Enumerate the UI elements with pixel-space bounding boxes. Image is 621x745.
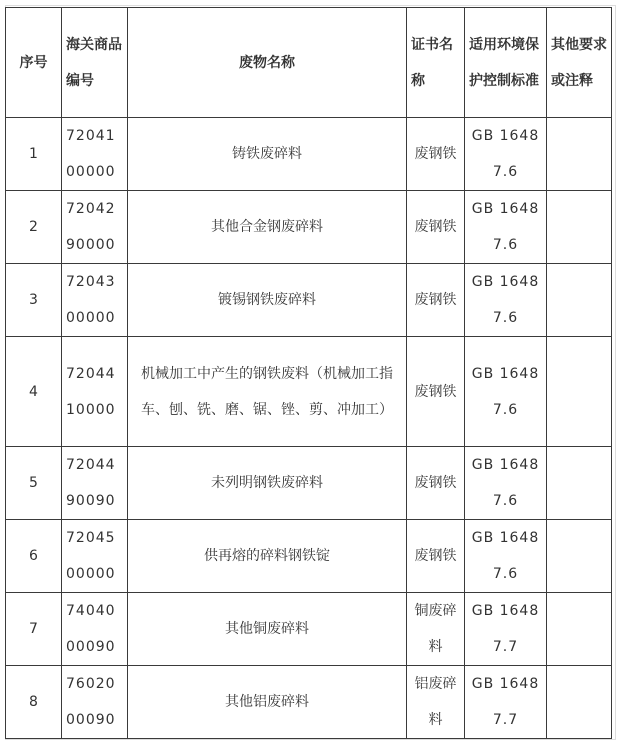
cell-waste-name: 镀锡钢铁废碎料 <box>128 264 407 337</box>
table-row <box>6 447 612 520</box>
cell-customs-code: 7204410000 <box>62 337 128 447</box>
cell-customs-code: 7602000090 <box>62 666 128 739</box>
table-header-row <box>6 8 612 118</box>
cell-environmental-standard: GB 16487.6 <box>465 337 547 447</box>
cell-waste-name: 未列明钢铁废碎料 <box>128 447 407 520</box>
table-row <box>6 666 612 739</box>
cell-waste-name: 其他合金钢废碎料 <box>128 191 407 264</box>
cell-environmental-standard: GB 16487.6 <box>465 264 547 337</box>
cell-environmental-standard: GB 16487.6 <box>465 191 547 264</box>
table-row <box>6 264 612 337</box>
cell-index: 6 <box>6 520 62 593</box>
cell-other-notes <box>547 264 612 337</box>
cell-index: 4 <box>6 337 62 447</box>
table-row <box>6 520 612 593</box>
table-row <box>6 118 612 191</box>
cell-waste-name: 其他铝废碎料 <box>128 666 407 739</box>
header-environmental-standard: 适用环境保护控制标准 <box>465 8 547 118</box>
cell-index: 5 <box>6 447 62 520</box>
cell-environmental-standard: GB 16487.6 <box>465 520 547 593</box>
table-row <box>6 593 612 666</box>
cell-certificate-name: 废钢铁 <box>407 264 465 337</box>
cell-customs-code: 7204100000 <box>62 118 128 191</box>
cell-index: 2 <box>6 191 62 264</box>
cell-environmental-standard: GB 16487.7 <box>465 666 547 739</box>
cell-waste-name: 铸铁废碎料 <box>128 118 407 191</box>
cell-other-notes <box>547 447 612 520</box>
cell-customs-code: 7204290000 <box>62 191 128 264</box>
cell-certificate-name: 废钢铁 <box>407 520 465 593</box>
header-other-notes: 其他要求或注释 <box>547 8 612 118</box>
cell-index: 1 <box>6 118 62 191</box>
cell-index: 7 <box>6 593 62 666</box>
cell-customs-code: 7204300000 <box>62 264 128 337</box>
header-customs-code: 海关商品编号 <box>62 8 128 118</box>
cell-index: 3 <box>6 264 62 337</box>
cell-customs-code: 7404000090 <box>62 593 128 666</box>
cell-certificate-name: 废钢铁 <box>407 191 465 264</box>
cell-environmental-standard: GB 16487.6 <box>465 118 547 191</box>
cell-environmental-standard: GB 16487.7 <box>465 593 547 666</box>
header-waste-name: 废物名称 <box>128 8 407 118</box>
cell-environmental-standard: GB 16487.6 <box>465 447 547 520</box>
cell-other-notes <box>547 666 612 739</box>
waste-import-table <box>5 7 612 739</box>
cell-certificate-name: 铜废碎料 <box>407 593 465 666</box>
cell-certificate-name: 废钢铁 <box>407 337 465 447</box>
cell-other-notes <box>547 191 612 264</box>
table-row <box>6 337 612 447</box>
cell-certificate-name: 废钢铁 <box>407 447 465 520</box>
cell-waste-name: 其他铜废碎料 <box>128 593 407 666</box>
cell-other-notes <box>547 520 612 593</box>
header-index: 序号 <box>6 8 62 118</box>
cell-index: 8 <box>6 666 62 739</box>
table-row <box>6 191 612 264</box>
cell-other-notes <box>547 593 612 666</box>
cell-other-notes <box>547 337 612 447</box>
cell-certificate-name: 废钢铁 <box>407 118 465 191</box>
cell-waste-name: 供再熔的碎料钢铁锭 <box>128 520 407 593</box>
cell-customs-code: 7204500000 <box>62 520 128 593</box>
cell-certificate-name: 铝废碎料 <box>407 666 465 739</box>
cell-customs-code: 7204490090 <box>62 447 128 520</box>
header-certificate-name: 证书名称 <box>407 8 465 118</box>
cell-waste-name: 机械加工中产生的钢铁废料（机械加工指车、刨、铣、磨、锯、锉、剪、冲加工） <box>128 337 407 447</box>
cell-other-notes <box>547 118 612 191</box>
